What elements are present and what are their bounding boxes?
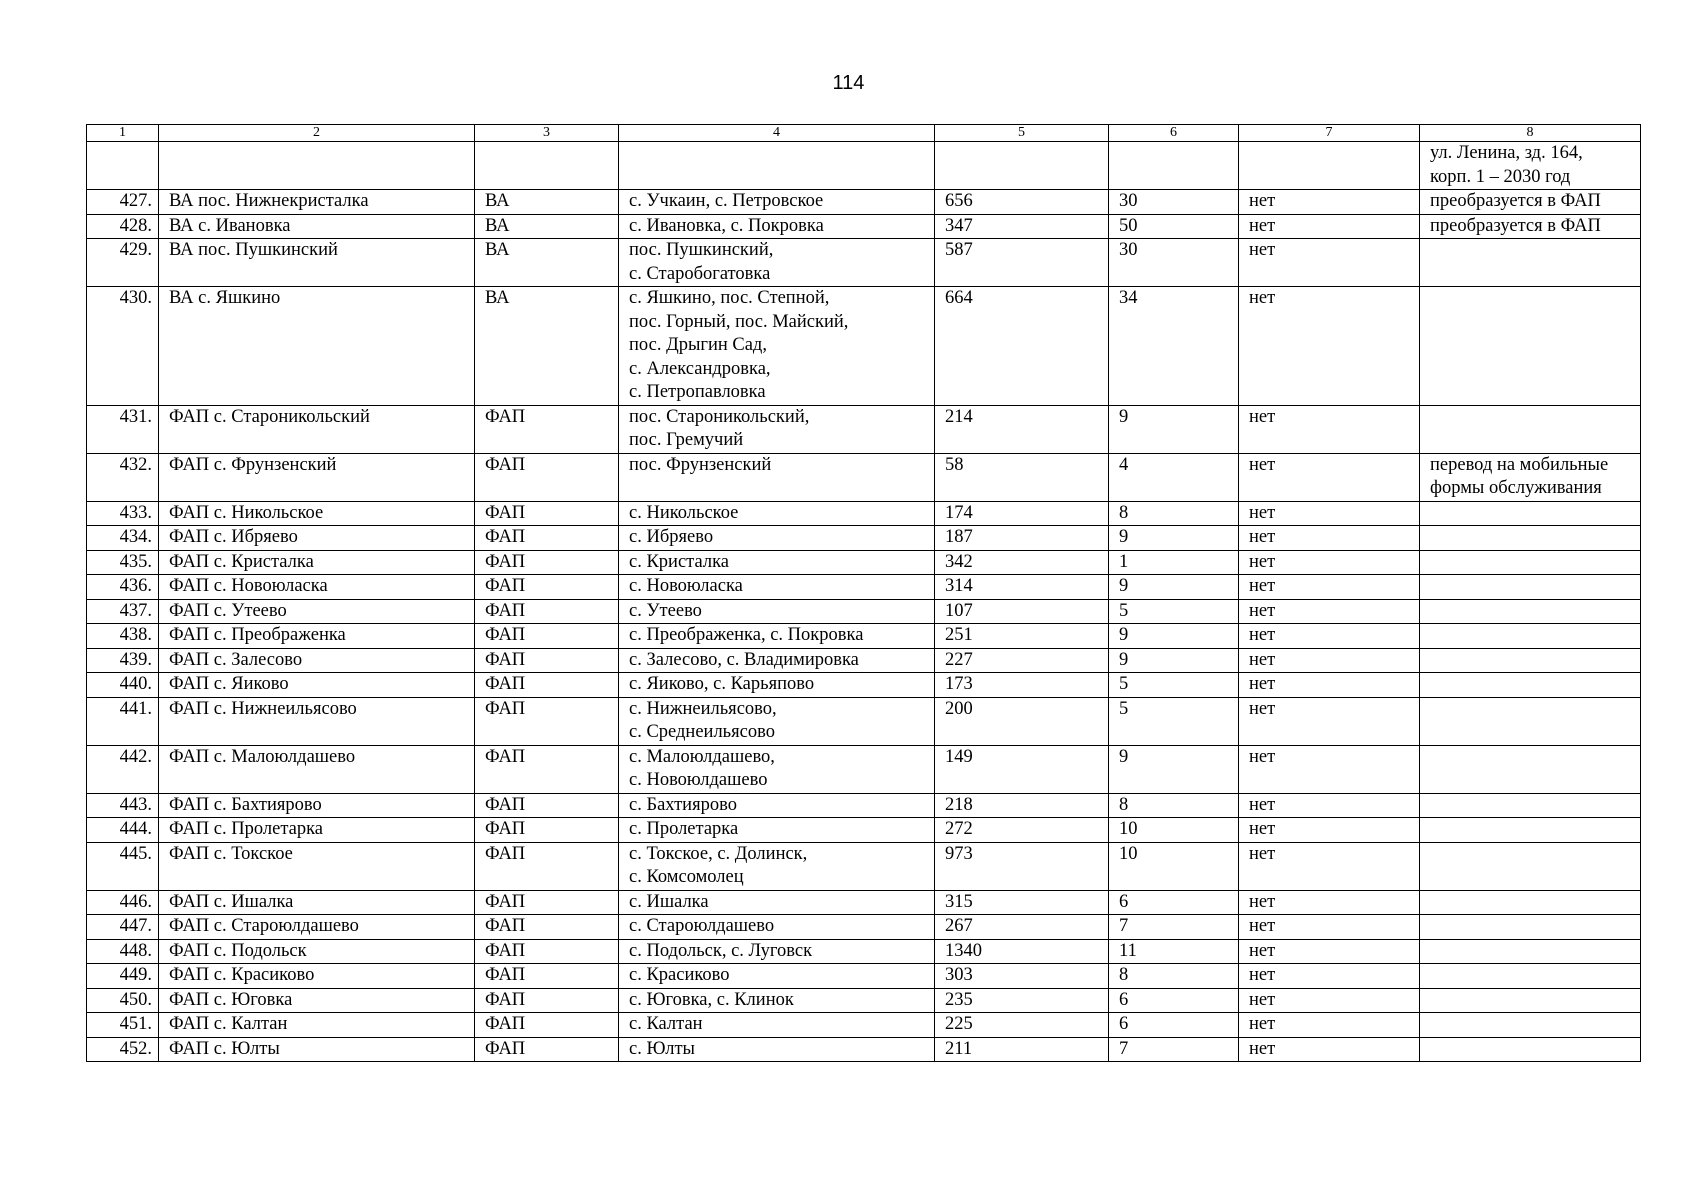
table-row [87,939,1641,964]
table-row [87,287,1641,406]
facility-name-cell [159,142,475,190]
note-cell [1420,575,1641,600]
availability-cell: нет [1239,745,1420,793]
population-cell: 315 [935,890,1109,915]
population-cell: 314 [935,575,1109,600]
row-number-cell: 442. [87,745,159,793]
population-cell: 225 [935,1013,1109,1038]
served-settlements-cell: с. Красиково [619,964,935,989]
row-number-cell [87,142,159,190]
table-row [87,624,1641,649]
column-header: 1 [87,125,159,142]
facility-type-cell: ФАП [475,988,619,1013]
served-settlements-cell: с. Кристалка [619,550,935,575]
facility-type-cell: ФАП [475,575,619,600]
page-number: 114 [832,72,865,94]
distance-cell: 5 [1109,697,1239,745]
population-cell: 303 [935,964,1109,989]
column-header: 4 [619,125,935,142]
facility-type-cell: ФАП [475,648,619,673]
facility-type-cell: ФАП [475,673,619,698]
distance-cell: 5 [1109,673,1239,698]
facility-name-cell: ФАП с. Утеево [159,599,475,624]
table-row [87,239,1641,287]
facility-name-cell: ФАП с. Красиково [159,964,475,989]
availability-cell: нет [1239,1013,1420,1038]
table-row [87,142,1641,190]
availability-cell: нет [1239,214,1420,239]
population-cell: 267 [935,915,1109,940]
row-number-cell: 441. [87,697,159,745]
availability-cell: нет [1239,190,1420,215]
row-number-cell: 440. [87,673,159,698]
column-header: 7 [1239,125,1420,142]
note-cell [1420,793,1641,818]
row-number-cell: 431. [87,405,159,453]
facility-type-cell: ФАП [475,599,619,624]
availability-cell: нет [1239,988,1420,1013]
facility-name-cell: ВА пос. Пушкинский [159,239,475,287]
facility-name-cell: ФАП с. Никольское [159,501,475,526]
distance-cell: 30 [1109,239,1239,287]
served-settlements-cell: с. Ивановка, с. Покровка [619,214,935,239]
facility-type-cell: ВА [475,214,619,239]
population-cell: 214 [935,405,1109,453]
note-cell: ул. Ленина, зд. 164, корп. 1 – 2030 год [1420,142,1641,190]
column-header: 6 [1109,125,1239,142]
row-number-cell: 451. [87,1013,159,1038]
availability-cell: нет [1239,287,1420,406]
table-row [87,842,1641,890]
facility-type-cell: ФАП [475,624,619,649]
facilities-table [86,124,1641,1062]
facility-type-cell: ФАП [475,453,619,501]
served-settlements-cell: с. Токское, с. Долинск, с. Комсомолец [619,842,935,890]
availability-cell: нет [1239,1037,1420,1062]
distance-cell: 7 [1109,915,1239,940]
row-number-cell: 438. [87,624,159,649]
served-settlements-cell: с. Яшкино, пос. Степной, пос. Горный, пос. Майский, пос. Дрыгин Сад, с. Александровка, с. Петропавловка [619,287,935,406]
served-settlements-cell: пос. Староникольский, пос. Гремучий [619,405,935,453]
table-row [87,453,1641,501]
facility-name-cell: ФАП с. Юговка [159,988,475,1013]
served-settlements-cell: с. Новоюласка [619,575,935,600]
population-cell: 1340 [935,939,1109,964]
note-cell [1420,890,1641,915]
distance-cell: 6 [1109,1013,1239,1038]
distance-cell: 6 [1109,890,1239,915]
table-row [87,550,1641,575]
facility-name-cell: ФАП с. Залесово [159,648,475,673]
availability-cell: нет [1239,964,1420,989]
distance-cell: 9 [1109,624,1239,649]
availability-cell: нет [1239,501,1420,526]
availability-cell: нет [1239,239,1420,287]
note-cell [1420,624,1641,649]
note-cell [1420,964,1641,989]
facility-name-cell: ФАП с. Ибряево [159,526,475,551]
row-number-cell: 433. [87,501,159,526]
distance-cell: 1 [1109,550,1239,575]
served-settlements-cell: с. Ибряево [619,526,935,551]
table-row [87,1013,1641,1038]
facility-type-cell: ВА [475,190,619,215]
facility-name-cell: ВА с. Ивановка [159,214,475,239]
facility-type-cell: ВА [475,287,619,406]
facility-name-cell: ФАП с. Фрунзенский [159,453,475,501]
served-settlements-cell: с. Никольское [619,501,935,526]
row-number-cell: 449. [87,964,159,989]
note-cell [1420,599,1641,624]
note-cell [1420,526,1641,551]
facility-type-cell: ФАП [475,550,619,575]
facility-type-cell: ФАП [475,697,619,745]
served-settlements-cell: с. Пролетарка [619,818,935,843]
row-number-cell: 435. [87,550,159,575]
availability-cell: нет [1239,939,1420,964]
row-number-cell: 428. [87,214,159,239]
column-header: 2 [159,125,475,142]
facility-name-cell: ФАП с. Малоюлдашево [159,745,475,793]
table-row [87,964,1641,989]
table-row [87,673,1641,698]
population-cell: 187 [935,526,1109,551]
distance-cell [1109,142,1239,190]
population-cell: 272 [935,818,1109,843]
column-header: 5 [935,125,1109,142]
facility-type-cell: ФАП [475,526,619,551]
note-cell: перевод на мобильные формы обслуживания [1420,453,1641,501]
facility-type-cell: ВА [475,239,619,287]
distance-cell: 9 [1109,526,1239,551]
note-cell [1420,239,1641,287]
row-number-cell: 434. [87,526,159,551]
availability-cell: нет [1239,526,1420,551]
note-cell [1420,697,1641,745]
facility-name-cell: ФАП с. Бахтиярово [159,793,475,818]
row-number-cell: 446. [87,890,159,915]
served-settlements-cell: с. Калтан [619,1013,935,1038]
facility-name-cell: ФАП с. Яиково [159,673,475,698]
row-number-cell: 430. [87,287,159,406]
row-number-cell: 445. [87,842,159,890]
facility-name-cell: ФАП с. Ишалка [159,890,475,915]
note-cell [1420,988,1641,1013]
table-row [87,793,1641,818]
facility-type-cell: ФАП [475,939,619,964]
note-cell: преобразуется в ФАП [1420,214,1641,239]
population-cell: 174 [935,501,1109,526]
column-header: 8 [1420,125,1641,142]
table-row [87,890,1641,915]
population-cell: 251 [935,624,1109,649]
availability-cell: нет [1239,453,1420,501]
table-row [87,697,1641,745]
distance-cell: 5 [1109,599,1239,624]
row-number-cell: 452. [87,1037,159,1062]
facility-type-cell: ФАП [475,890,619,915]
availability-cell: нет [1239,793,1420,818]
population-cell: 200 [935,697,1109,745]
facility-name-cell: ВА пос. Нижнекристалка [159,190,475,215]
served-settlements-cell: с. Малоюлдашево, с. Новоюлдашево [619,745,935,793]
distance-cell: 9 [1109,648,1239,673]
served-settlements-cell: с. Учкаин, с. Петровское [619,190,935,215]
row-number-cell: 448. [87,939,159,964]
availability-cell: нет [1239,599,1420,624]
facility-name-cell: ФАП с. Калтан [159,1013,475,1038]
note-cell [1420,287,1641,406]
table-row [87,745,1641,793]
facility-name-cell: ФАП с. Кристалка [159,550,475,575]
served-settlements-cell: пос. Фрунзенский [619,453,935,501]
column-number-row [87,125,1641,142]
population-cell: 149 [935,745,1109,793]
note-cell [1420,915,1641,940]
row-number-cell: 432. [87,453,159,501]
served-settlements-cell: пос. Пушкинский, с. Старобогатовка [619,239,935,287]
note-cell [1420,550,1641,575]
facility-type-cell: ФАП [475,501,619,526]
population-cell: 664 [935,287,1109,406]
distance-cell: 8 [1109,964,1239,989]
distance-cell: 11 [1109,939,1239,964]
facility-name-cell: ВА с. Яшкино [159,287,475,406]
facility-type-cell: ФАП [475,405,619,453]
facility-name-cell: ФАП с. Новоюласка [159,575,475,600]
availability-cell: нет [1239,890,1420,915]
availability-cell: нет [1239,648,1420,673]
note-cell: преобразуется в ФАП [1420,190,1641,215]
population-cell: 107 [935,599,1109,624]
row-number-cell: 437. [87,599,159,624]
table-row [87,599,1641,624]
availability-cell: нет [1239,405,1420,453]
distance-cell: 6 [1109,988,1239,1013]
facility-name-cell: ФАП с. Пролетарка [159,818,475,843]
distance-cell: 50 [1109,214,1239,239]
table-row [87,988,1641,1013]
facility-type-cell: ФАП [475,745,619,793]
facility-name-cell: ФАП с. Староникольский [159,405,475,453]
row-number-cell: 427. [87,190,159,215]
served-settlements-cell: с. Подольск, с. Луговск [619,939,935,964]
row-number-cell: 447. [87,915,159,940]
table-row [87,915,1641,940]
served-settlements-cell: с. Ишалка [619,890,935,915]
distance-cell: 9 [1109,575,1239,600]
availability-cell: нет [1239,842,1420,890]
facility-type-cell: ФАП [475,842,619,890]
table-row [87,1037,1641,1062]
distance-cell: 9 [1109,745,1239,793]
facility-name-cell: ФАП с. Подольск [159,939,475,964]
population-cell: 973 [935,842,1109,890]
availability-cell: нет [1239,818,1420,843]
facility-type-cell: ФАП [475,964,619,989]
distance-cell: 10 [1109,818,1239,843]
note-cell [1420,405,1641,453]
population-cell: 656 [935,190,1109,215]
facility-name-cell: ФАП с. Токское [159,842,475,890]
availability-cell: нет [1239,697,1420,745]
table-row [87,648,1641,673]
distance-cell: 9 [1109,405,1239,453]
availability-cell: нет [1239,575,1420,600]
facility-name-cell: ФАП с. Преображенка [159,624,475,649]
population-cell: 347 [935,214,1109,239]
note-cell [1420,818,1641,843]
facility-name-cell: ФАП с. Староюлдашево [159,915,475,940]
table-row [87,818,1641,843]
facility-name-cell: ФАП с. Нижнеильясово [159,697,475,745]
availability-cell: нет [1239,624,1420,649]
served-settlements-cell: с. Преображенка, с. Покровка [619,624,935,649]
served-settlements-cell: с. Юлты [619,1037,935,1062]
population-cell: 342 [935,550,1109,575]
availability-cell: нет [1239,915,1420,940]
served-settlements-cell [619,142,935,190]
availability-cell [1239,142,1420,190]
table-row [87,501,1641,526]
population-cell: 58 [935,453,1109,501]
population-cell: 211 [935,1037,1109,1062]
population-cell [935,142,1109,190]
row-number-cell: 436. [87,575,159,600]
facility-type-cell: ФАП [475,1013,619,1038]
served-settlements-cell: с. Нижнеильясово, с. Среднеильясово [619,697,935,745]
facility-type-cell: ФАП [475,793,619,818]
facility-type-cell: ФАП [475,915,619,940]
served-settlements-cell: с. Залесово, с. Владимировка [619,648,935,673]
note-cell [1420,745,1641,793]
population-cell: 218 [935,793,1109,818]
note-cell [1420,1037,1641,1062]
distance-cell: 30 [1109,190,1239,215]
availability-cell: нет [1239,550,1420,575]
distance-cell: 10 [1109,842,1239,890]
note-cell [1420,842,1641,890]
population-cell: 235 [935,988,1109,1013]
table-row [87,405,1641,453]
note-cell [1420,501,1641,526]
distance-cell: 7 [1109,1037,1239,1062]
row-number-cell: 444. [87,818,159,843]
facility-type-cell [475,142,619,190]
row-number-cell: 429. [87,239,159,287]
distance-cell: 8 [1109,793,1239,818]
facility-name-cell: ФАП с. Юлты [159,1037,475,1062]
table-body [87,142,1641,1062]
distance-cell: 8 [1109,501,1239,526]
row-number-cell: 439. [87,648,159,673]
note-cell [1420,1013,1641,1038]
served-settlements-cell: с. Бахтиярово [619,793,935,818]
population-cell: 227 [935,648,1109,673]
table-row [87,190,1641,215]
table-row [87,575,1641,600]
served-settlements-cell: с. Юговка, с. Клинок [619,988,935,1013]
facility-type-cell: ФАП [475,818,619,843]
note-cell [1420,673,1641,698]
population-cell: 587 [935,239,1109,287]
note-cell [1420,939,1641,964]
table-row [87,214,1641,239]
column-header: 3 [475,125,619,142]
note-cell [1420,648,1641,673]
population-cell: 173 [935,673,1109,698]
served-settlements-cell: с. Утеево [619,599,935,624]
served-settlements-cell: с. Староюлдашево [619,915,935,940]
row-number-cell: 450. [87,988,159,1013]
distance-cell: 34 [1109,287,1239,406]
served-settlements-cell: с. Яиково, с. Карьяпово [619,673,935,698]
row-number-cell: 443. [87,793,159,818]
table-row [87,526,1641,551]
distance-cell: 4 [1109,453,1239,501]
facility-type-cell: ФАП [475,1037,619,1062]
availability-cell: нет [1239,673,1420,698]
